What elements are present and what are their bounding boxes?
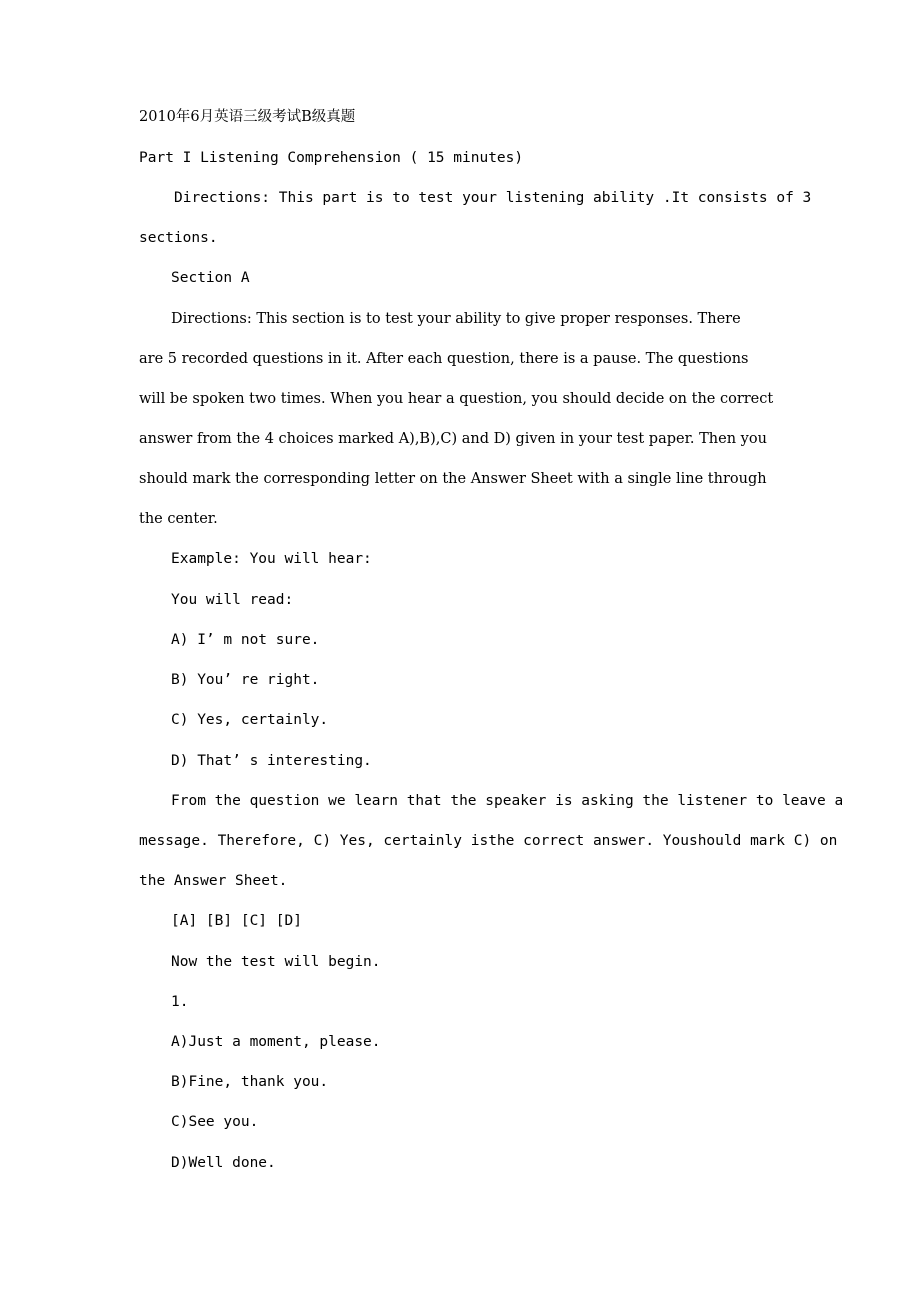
question-option: A)Just a moment, please. bbox=[171, 1034, 381, 1050]
section-directions-line: answer from the 4 choices marked A),B),C) and D) given in your test paper. Then you bbox=[139, 431, 767, 447]
document-title: 2010年6月英语三级考试B级真题 bbox=[139, 109, 356, 125]
question-option: D)Well done. bbox=[171, 1155, 276, 1171]
section-directions-line: Directions: This section is to test your ability to give proper responses. There bbox=[171, 311, 741, 327]
explanation-line: message. Therefore, C) Yes, certainly isthe correct answer. Youshould mark C) on bbox=[139, 833, 838, 849]
section-directions-line: are 5 recorded questions in it. After each question, there is a pause. The questions bbox=[139, 351, 749, 367]
section-heading: Section A bbox=[171, 270, 250, 286]
section-directions-line: should mark the corresponding letter on the Answer Sheet with a single line through bbox=[139, 471, 767, 487]
part-directions-line: Directions: This part is to test your listening ability .It consists of 3 bbox=[174, 190, 812, 206]
answer-marks: [A] [B] [C] [D] bbox=[171, 913, 302, 929]
question-option: C)See you. bbox=[171, 1114, 259, 1130]
part-directions-line: sections. bbox=[139, 230, 218, 246]
section-directions-line: the center. bbox=[139, 511, 218, 527]
section-directions-line: will be spoken two times. When you hear a question, you should decide on the correct bbox=[139, 391, 774, 407]
example-option: B) You’ re right. bbox=[171, 672, 320, 688]
example-option: D) That’ s interesting. bbox=[171, 753, 372, 769]
example-option: A) I’ m not sure. bbox=[171, 632, 320, 648]
begin-text: Now the test will begin. bbox=[171, 954, 381, 970]
question-option: B)Fine, thank you. bbox=[171, 1074, 329, 1090]
explanation-line: the Answer Sheet. bbox=[139, 873, 288, 889]
question-number: 1. bbox=[171, 994, 189, 1010]
example-read: You will read: bbox=[171, 592, 294, 608]
explanation-line: From the question we learn that the speaker is asking the listener to leave a bbox=[171, 793, 844, 809]
part-heading: Part I Listening Comprehension ( 15 minutes) bbox=[139, 150, 524, 166]
example-hear: Example: You will hear: bbox=[171, 551, 372, 567]
example-option: C) Yes, certainly. bbox=[171, 712, 329, 728]
